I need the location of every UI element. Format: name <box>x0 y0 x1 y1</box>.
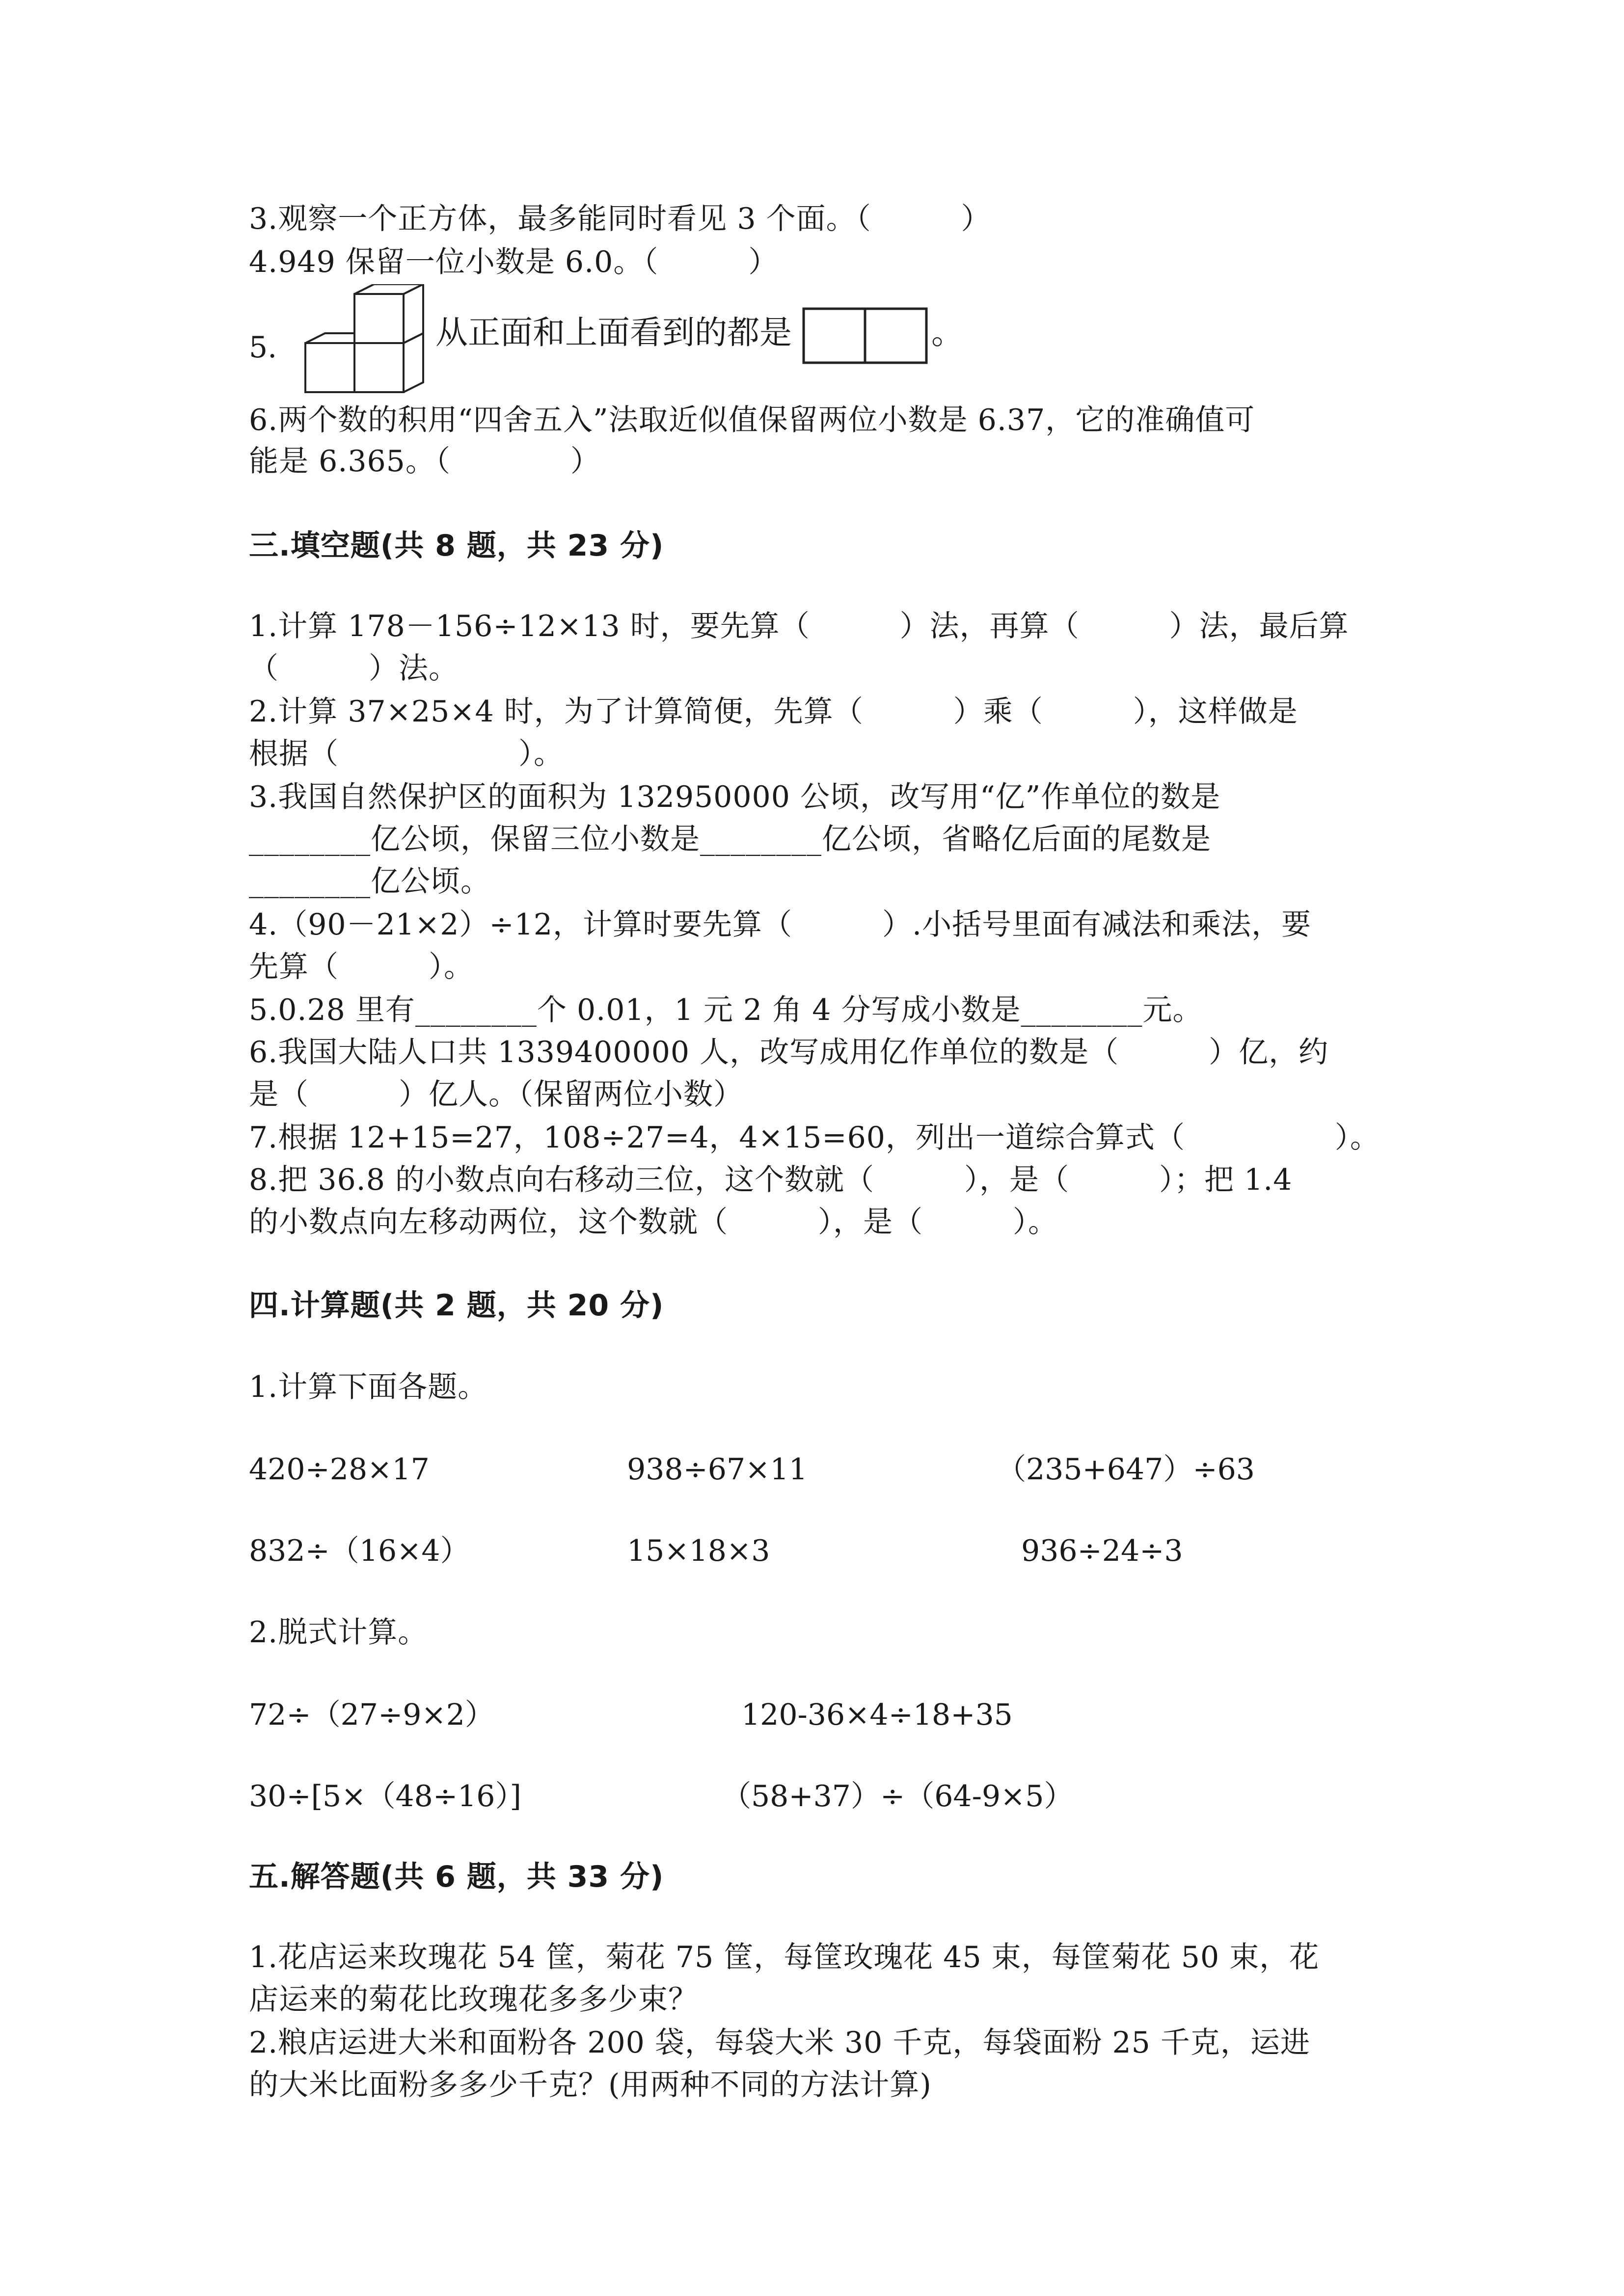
word-problem-2-line2: 的大米比面粉多多少千克？(用两种不同的方法计算) <box>249 2068 932 2102</box>
fill-question-1-line2: （ ）法。 <box>249 651 459 686</box>
cube-stack-figure <box>300 284 428 397</box>
fill-question-3-line1: 3.我国自然保护区的面积为 132950000 公顷，改写用“亿”作单位的数是 <box>249 780 1221 814</box>
fill-question-6-line2: 是（ ）亿人。（保留两位小数） <box>249 1077 743 1112</box>
section-heading-fill-blank: 三.填空题(共 8 题，共 23 分) <box>249 529 664 563</box>
calc-item: 72÷（27÷9×2） <box>249 1698 494 1732</box>
fill-question-4-line1: 4.（90－21×2）÷12，计算时要先算（ ）.小括号里面有减法和乘法，要 <box>249 908 1312 942</box>
calc-item: （235+647）÷63 <box>997 1452 1255 1487</box>
tf-question-5-number: 5. <box>249 330 277 365</box>
tf-question-6-line2: 能是 6.365。（ ） <box>249 444 600 479</box>
fill-question-5: 5.0.28 里有________个 0.01，1 元 2 角 4 分写成小数是________元。 <box>249 993 1203 1027</box>
fill-question-4-line2: 先算（ ）。 <box>249 950 474 984</box>
calc-item: 832÷（16×4） <box>249 1534 470 1568</box>
tf-question-6-line1: 6.两个数的积用“四舍五入”法取近似值保留两位小数是 6.37，它的准确值可 <box>249 403 1255 437</box>
fill-question-8-line2: 的小数点向左移动两位，这个数就（ ），是（ ）。 <box>249 1205 1058 1239</box>
tf-question-5-text: 从正面和上面看到的都是 <box>435 314 792 351</box>
calc-item: 420÷28×17 <box>249 1452 430 1487</box>
calc-item: 938÷67×11 <box>627 1452 808 1487</box>
fill-question-3-line3: ________亿公顷。 <box>249 864 490 899</box>
tf-question-4: 4.949 保留一位小数是 6.0。（ ） <box>249 245 779 279</box>
section-heading-word-problems: 五.解答题(共 6 题，共 33 分) <box>249 1860 664 1894</box>
word-problem-2-line1: 2.粮店运进大米和面粉各 200 袋，每袋大米 30 千克，每袋面粉 25 千克，运进 <box>249 2026 1310 2060</box>
calc-item: 120-36×4÷18+35 <box>741 1698 1013 1732</box>
calc-item: 30÷[5×（48÷16）] <box>249 1779 521 1814</box>
fill-question-6-line1: 6.我国大陆人口共 1339400000 人，改写成用亿作单位的数是（ ）亿，约 <box>249 1035 1329 1069</box>
fill-question-1-line1: 1.计算 178－156÷12×13 时，要先算（ ）法，再算（ ）法，最后算 <box>249 609 1349 643</box>
calc-question-2: 2.脱式计算。 <box>249 1615 428 1650</box>
calc-item: （58+37）÷（64-9×5） <box>722 1779 1074 1814</box>
tf-question-5-period: 。 <box>931 314 964 351</box>
fill-question-2-line1: 2.计算 37×25×4 时，为了计算简便，先算（ ）乘（ ），这样做是 <box>249 694 1298 729</box>
fill-question-2-line2: 根据（ ）。 <box>249 737 564 771</box>
tf-question-5 <box>249 282 1083 400</box>
tf-question-3: 3.观察一个正方体，最多能同时看见 3 个面。（ ） <box>249 202 991 236</box>
fill-question-7: 7.根据 12+15=27，108÷27=4，4×15=60，列出一道综合算式（ ）。 <box>249 1121 1380 1155</box>
word-problem-1-line2: 店运来的菊花比玫瑰花多多少束？ <box>249 1982 698 2017</box>
fill-question-8-line1: 8.把 36.8 的小数点向右移动三位，这个数就（ ），是（ ）；把 1.4 <box>249 1163 1293 1197</box>
word-problem-1-line1: 1.花店运来玫瑰花 54 筐，菊花 75 筐，每筐玫瑰花 45 束，每筐菊花 50 束，花 <box>249 1940 1320 1975</box>
calc-item: 936÷24÷3 <box>1021 1534 1183 1568</box>
section-heading-calculation: 四.计算题(共 2 题，共 20 分) <box>249 1288 664 1323</box>
calc-question-1: 1.计算下面各题。 <box>249 1370 488 1404</box>
two-square-view-figure <box>801 306 929 365</box>
fill-question-3-line2: ________亿公顷，保留三位小数是________亿公顷，省略亿后面的尾数是 <box>249 822 1211 856</box>
calc-item: 15×18×3 <box>627 1534 770 1568</box>
